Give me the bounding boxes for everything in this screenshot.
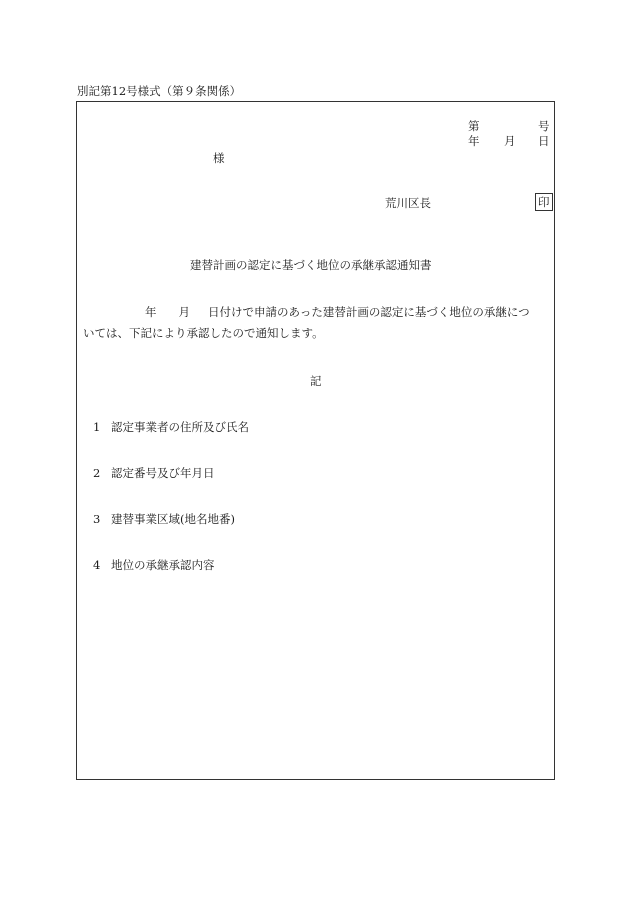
- seal-stamp: 印: [535, 193, 553, 211]
- item-label: 建替事業区域(地名地番): [111, 512, 235, 526]
- date-month: 月: [504, 134, 516, 148]
- form-label: 別記第12号様式（第９条関係）: [77, 84, 242, 98]
- addressee-honorific: 様: [213, 151, 225, 165]
- body-line-2: いては、下記により承認したので通知します。: [83, 326, 324, 340]
- item-label: 認定事業者の住所及び氏名: [111, 420, 249, 434]
- date-day: 日: [538, 134, 550, 148]
- item-number: 1: [93, 420, 101, 434]
- body-year: 年: [145, 305, 157, 319]
- issuer-title: 荒川区長: [385, 196, 431, 210]
- item-2: [93, 466, 215, 480]
- item-4: [93, 558, 215, 572]
- body-month: 月: [178, 305, 190, 319]
- body-text: [83, 302, 549, 344]
- item-number: 4: [93, 558, 101, 572]
- form-frame: [76, 101, 555, 780]
- item-number: 2: [93, 466, 101, 480]
- item-3: [93, 512, 235, 526]
- item-number: 3: [93, 512, 101, 526]
- ki-marker: 記: [310, 374, 322, 388]
- item-label: 認定番号及び年月日: [111, 466, 215, 480]
- number-suffix: 号: [538, 119, 550, 133]
- item-1: [93, 420, 249, 434]
- number-prefix: 第: [468, 119, 480, 133]
- body-line-1: [83, 302, 549, 323]
- date-year: 年: [468, 134, 480, 148]
- document-title: 建替計画の認定に基づく地位の承継承認通知書: [190, 258, 432, 272]
- body-rest: 日付けで申請のあった建替計画の認定に基づく地位の承継につ: [208, 305, 530, 319]
- item-label: 地位の承継承認内容: [111, 558, 215, 572]
